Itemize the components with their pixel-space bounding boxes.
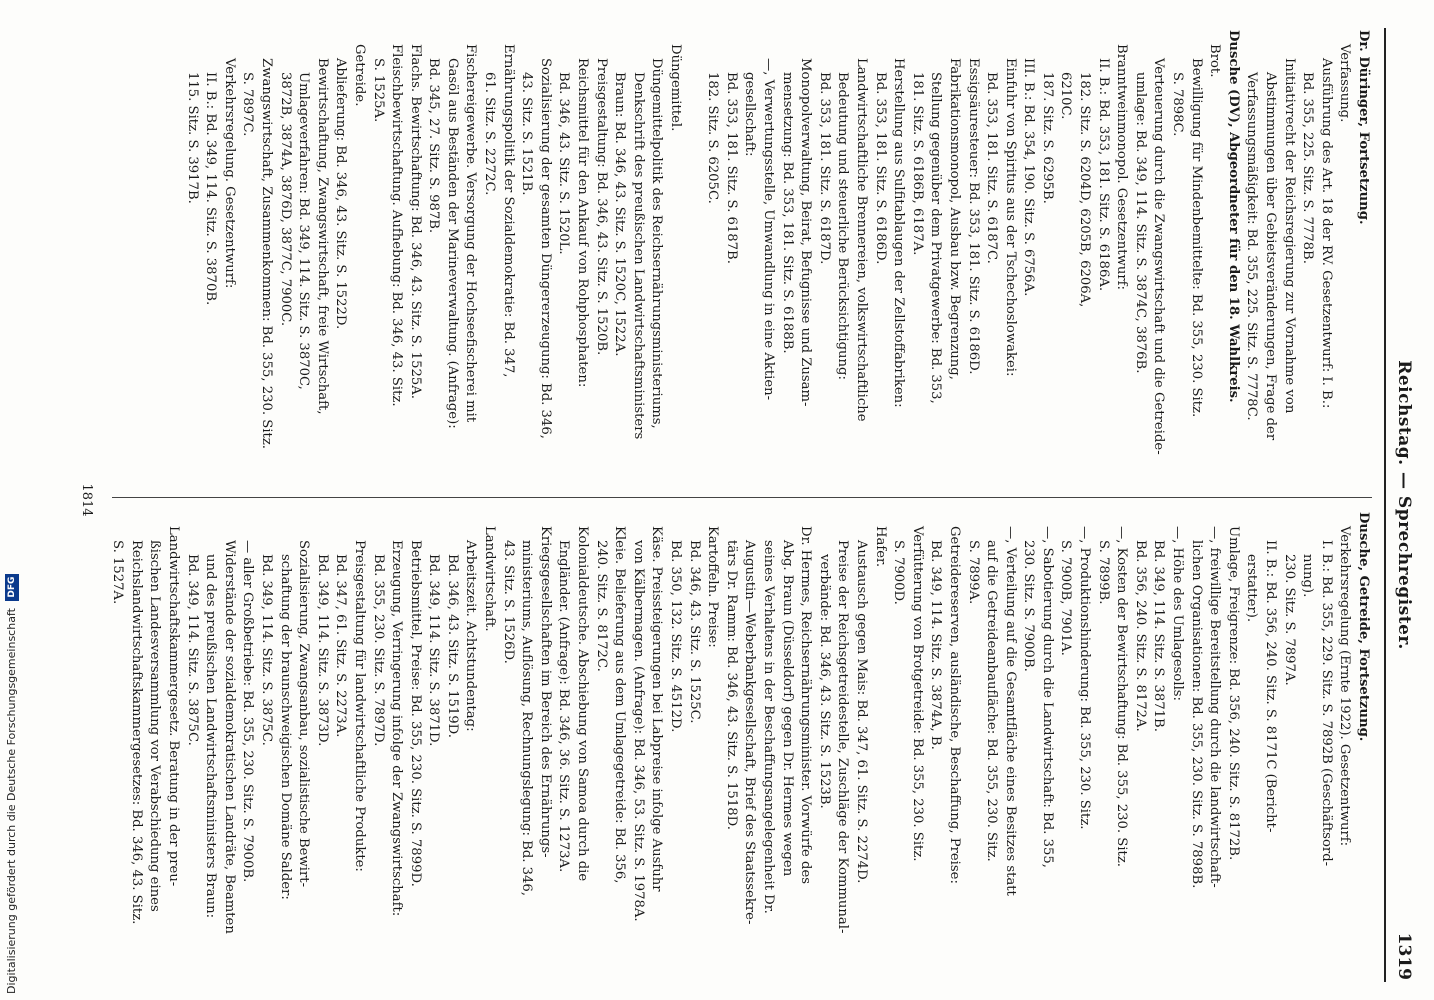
index-entry: Bd. 353, 181. Sitz. S. 6187D. (816, 72, 832, 265)
index-entry: Kolonialdeutsche. Abschiebung von Samoa durch die (575, 526, 591, 882)
index-entry: Bd. 356, 240. Sitz. S. 8172A. (1132, 540, 1148, 732)
index-entry: erstatter). (1244, 554, 1260, 623)
index-entry: Dr. Hermes, Reichsernährungsminister. Vorwürfe des (798, 526, 814, 885)
index-entry: Bd. 349, 114. Sitz. S. 3875C. (184, 554, 200, 746)
index-entry: 181. Sitz. S. 6186B, 6187A. (909, 72, 925, 256)
index-entry: Betriebsmittel, Preise: Bd. 355, 230. Sitz. S. 7899D. (407, 540, 423, 887)
index-entry: Denkschrift des preußischen Landwirtschaftsministers (630, 72, 646, 440)
index-entry: Landwirtschaftliche Brennereien, volkswirtschaftliche (853, 58, 869, 422)
index-entry: Reichslandwirtschaftskammergesetzes: Bd. 346, 43. Sitz. (128, 540, 144, 925)
index-entry: Umlage, Freigrenze: Bd. 356, 240. Sitz. S. 8172B. (1225, 526, 1241, 861)
index-entry: Bd. 349, 114. Sitz. S. 3871B. (1151, 540, 1167, 732)
index-entry: Dr. Düringer, Fortsetzung. (1356, 30, 1371, 225)
index-entry: lichen Organisationen: Bd. 355, 230. Sitz. S. 7898B. (1188, 540, 1204, 889)
index-entry: Flachs. Bewirtschaftung: Bd. 346, 43. Sitz. S. 1525A. (407, 44, 423, 399)
index-entry: von Kälbermagen. (Anfrage): Bd. 346, 53. Sitz. S. 1978A. (630, 540, 646, 922)
index-entry: S. 7897C. (240, 72, 256, 137)
index-entry: 182. Sitz. S. 6204D, 6205B, 6206A, (1077, 72, 1093, 308)
index-entry: S. 7899B. (1095, 540, 1111, 605)
index-entry: umlage: Bd. 349, 114. Sitz. S. 3874C, 3876B. (1132, 72, 1148, 374)
index-entry: Käse. Preissteigerungen bei Labpreise infolge Ausfuhr (649, 526, 665, 892)
index-entry: Abstimmungen über Gebietsveränderungen, Frage der (1263, 72, 1279, 441)
index-entry: Widerstände der sozialdemokratischen Landräte, Beamten (221, 540, 237, 934)
page-number: 1319 (1394, 932, 1414, 980)
index-entry: Einfuhr von Spiritus aus der Tschechoslowakei: (1002, 58, 1018, 377)
index-entry: — aller Großbetriebe: Bd. 355, 230. Sitz. S. 7900B. (240, 540, 256, 883)
index-entry: Landwirtschaftskammergesetz. Beratung in der preu- (166, 526, 181, 887)
index-entry: Kriegsgesellschaften im Bereich des Ernährungs- (537, 526, 553, 858)
index-entry: Dusche (DV), Abgeordneter für den 18. Wahlkreis. (1225, 30, 1241, 403)
index-entry: Preisgestaltung: Bd. 346, 43. Sitz. S. 1520B. (593, 58, 609, 356)
index-entry: Bewirtschaftung, Zwangswirtschaft, freie Wirtschaft, (314, 58, 330, 415)
index-entry: II. B.: Bd. 349, 114. Sitz. S. 3870B. (203, 72, 219, 306)
index-entry: 230. Sitz. S. 7897A. (1281, 554, 1297, 686)
right-column (108, 512, 1372, 967)
index-entry: seines Verhaltens in der Beschaffungsangelegenheit Dr. (761, 540, 776, 914)
index-entry: Verkehrsregelung (Ernte 1922). Gesetzentwurf: (1337, 526, 1353, 847)
index-entry: 115. Sitz. S. 3917B. (184, 72, 200, 204)
index-entry: 187. Sitz. S. 6295B. (1039, 72, 1055, 204)
index-entry: tärs Dr. Ramm: Bd. 346, 43. Sitz. S. 1518D. (723, 540, 739, 830)
index-entry: Bd. 350, 132. Sitz. S. 4512D. (668, 540, 684, 733)
index-entry: II. B.: Bd. 353, 181. Sitz. S. 6186A. (1095, 58, 1111, 292)
index-entry: Getreide. (351, 44, 367, 107)
index-entry: Initiativrecht der Reichsregierung zur Vornahme von (1281, 58, 1297, 414)
page-title: Reichstag. — Sprechregister. (1394, 360, 1414, 650)
index-entry: Sozialisierung der gesamten Düngererzeugung: Bd. 346, (537, 58, 553, 439)
index-entry: Zwangswirtschaft, Zusammenkommen: Bd. 355, 230. Sitz. (258, 58, 274, 449)
index-entry: —, Höhe des Umlagesolls: (1170, 526, 1186, 702)
index-entry: Verfassung. (1337, 44, 1353, 123)
index-entry: 3872B, 3874A, 3876D, 3877C, 7900C. (277, 72, 293, 327)
index-entry: Getreidereserven, ausländische, Beschaffung, Preise: (946, 526, 962, 884)
index-entry: Bd. 349, 114. Sitz. S. 3871D. (426, 554, 442, 747)
index-entry: Bedeutung und steuerliche Berücksichtigung: (835, 72, 851, 380)
index-entry: Fischereigewerbe. Versorgung der Hochseefischerei mit (463, 44, 479, 423)
index-entry: —, Sabotierung durch die Landwirtschaft: Bd. 355, (1039, 526, 1055, 868)
index-entry: Branntweinmonopol. Gesetzentwurf: (1114, 44, 1130, 290)
index-entry: Stellung gegenüber dem Privatgewerbe: Bd. 353, (928, 72, 944, 404)
index-entry: Essigsäuresteuer: Bd. 353, 181. Sitz. S. 6186D. (965, 58, 981, 375)
index-entry: mensetzung: Bd. 353, 181. Sitz. S. 6188B. (779, 72, 795, 354)
index-entry: Brot. (1207, 44, 1223, 78)
index-entry: Bd. 346, 43. Sitz. S. 1519D. (444, 554, 460, 738)
index-entry: —, Kosten der Bewirtschaftung: Bd. 355, 230. Sitz. (1114, 526, 1130, 867)
index-entry: Bd. 346, 43. Sitz. S. 1520L. (556, 72, 572, 255)
index-entry: II. B.: Bd. 356, 240. Sitz. S. 8171C (Bericht- (1263, 540, 1279, 833)
index-entry: Bd. 347, 61. Sitz. S. 2273A. (333, 554, 349, 738)
index-entry: Hafer. (872, 526, 888, 568)
index-entry: Dusche, Getreide, Fortsetzung. (1356, 512, 1371, 742)
credit-text: Digitalisierung gefördert durch die Deutsche Forschungsgemeinschaft (5, 608, 18, 994)
left-column (182, 30, 1372, 485)
index-entry: Düngemittel. (668, 44, 684, 132)
index-entry: Abg. Braun (Düsseldorf) gegen Dr. Hermes wegen (779, 540, 795, 877)
index-entry: S. 1527A. (110, 540, 126, 605)
index-entry: —, Verteilung auf die Gesamtfläche eines Besitzes statt (1002, 526, 1018, 896)
index-entry: Herstellung aus Sulfitablaugen der Zellstoffabriken: (891, 58, 907, 408)
index-entry: S. 7899A. (965, 540, 981, 605)
index-entry: Fabrikationsmonopol, Ausbau bzw. Begrenzung, (946, 58, 962, 380)
index-entry: Reichsmittel für den Ankauf von Rohphosphaten: (575, 58, 591, 388)
index-entry: Sozialisierung, Zwangsanbau, sozialistische Bewirt- (296, 540, 312, 888)
index-entry: 240. Sitz. S. 8172C. (593, 540, 609, 672)
index-entry: Verfassungsmäßigkeit: Bd. 355, 225. Sitz. S. 7778C. (1244, 72, 1260, 421)
index-entry: 230. Sitz. S. 7900B. (1021, 540, 1037, 672)
index-entry: Arbeitszeit. Achtstundentag: (463, 540, 479, 732)
index-entry: Bd. 353, 181. Sitz. S. 6186D. (872, 72, 888, 265)
index-entry: Verkehrsregelung. Gesetzentwurf: (221, 58, 237, 289)
index-entry: Engländer. (Anfrage): Bd. 346, 36. Sitz. S. 1273A. (556, 540, 572, 873)
index-entry: S. 7900D. (891, 540, 907, 605)
index-entry: Ausführung des Art. 18 der RV. Gesetzentwurf: I. B.: (1318, 58, 1334, 409)
index-entry: Austausch gegen Mais: Bd. 347, 61. Sitz. S. 2274D. (853, 540, 869, 884)
footer-page-label: 1814 (79, 483, 94, 517)
digitization-credit (0, 0, 24, 1000)
index-entry: Preisgestaltung für landwirtschaftliche Produkte: (351, 540, 367, 872)
index-entry: Umlageverfahren: Bd. 349, 114. Sitz. S. 3870C, (296, 72, 312, 390)
page-header (1384, 28, 1416, 982)
index-entry: Verfütterung von Brotgetreide: Bd. 355, 230. Sitz. (909, 526, 925, 862)
index-entry: Bd. 355, 230. Sitz. S. 7897D. (370, 554, 386, 747)
index-entry: gesellschaft: (742, 72, 758, 157)
index-entry: Bd. 346, 43. Sitz. S. 1525C. (686, 540, 702, 724)
index-entry: Bd. 353, 181. Sitz. S. 6187B. (723, 72, 739, 264)
index-entry: Kleie. Belieferung aus dem Umlagegetreide: Bd. 356, (612, 526, 628, 884)
index-entry: 182. Sitz. S. 6205C. (705, 72, 721, 204)
index-entry: Bd. 355, 225. Sitz. S. 7778B. (1300, 72, 1316, 264)
index-entry (684, 30, 703, 485)
index-entry: nung). (1300, 554, 1316, 598)
index-entry: Bd. 349, 114. Sitz. S. 3873D. (314, 554, 330, 747)
index-entry: S. 7900B, 7901A. (1058, 540, 1074, 656)
index-entry: ßischen Landesversammlung vor Verabschiedung eines (147, 540, 163, 912)
index-entry: Monopolverwaltung, Beirat, Befugnisse und Zusam- (798, 58, 814, 407)
index-entry: Düngemittelpolitik des Reichsernährungsministeriums, (649, 58, 665, 429)
index-entry: S. 1525A. (370, 58, 386, 123)
index-entry: Fleischbewirtschaftung. Aufhebung: Bd. 346, 43. Sitz. (389, 44, 405, 407)
index-entry: —, Verwertungsstelle, Umwandlung in eine Aktien- (761, 58, 776, 401)
index-entry: 61. Sitz. S. 2272C. (482, 72, 498, 196)
index-entry: schaftung der braunschweigischen Domäne Salder: (277, 554, 293, 900)
index-entry: Augustin—Weberbankgesellschaft, Brief des Staatssekre- (742, 540, 758, 925)
index-entry: Erzeugung, Verringerung infolge der Zwangswirtschaft: (389, 540, 405, 917)
index-entry: Bewilligung für Mindenbemittelte: Bd. 355, 230. Sitz. (1188, 58, 1204, 418)
index-entry: Bd. 349, 114. Sitz. S. 3874A, B. (928, 540, 944, 750)
index-entry: Braun: Bd. 346, 43. Sitz. S. 1520C, 1522A. (612, 72, 628, 357)
index-entry: Preise der Reichsgetreidestelle, Zuschläge der Kommunal- (835, 540, 851, 934)
index-entry: III. B.: Bd. 354, 190. Sitz. S. 6756A. (1021, 58, 1037, 297)
index-entry: —, freiwillige Bereitstellung durch die landwirtschaft- (1207, 526, 1223, 888)
index-entry: ministeriums, Auflösung, Rechnungslegung: Bd. 346, (519, 540, 535, 897)
index-entry: Landwirtschaft. (482, 526, 498, 632)
index-entry: 43. Sitz. S. 1521B. (519, 72, 535, 196)
column-divider (112, 497, 1372, 498)
index-entry: 43. Sitz. S. 1526D. (500, 540, 516, 664)
index-entry: verbände: Bd. 346, 43. Sitz. S. 1523B. (816, 554, 832, 809)
index-entry: 6210C. (1058, 72, 1074, 120)
index-entry: Bd. 345, 27. Sitz. S. 987B. (426, 58, 442, 234)
index-entry: S. 7898C. (1170, 72, 1186, 137)
index-entry: Kartoffeln. Preise: (705, 526, 721, 648)
index-entry: Bd. 349, 114. Sitz. S. 3875C. (258, 554, 274, 746)
index-entry: Verteuerung durch die Zwangswirtschaft und die Getreide- (1151, 58, 1167, 455)
index-entry: —, Produktionshinderung: Bd. 355, 230. Sitz. (1077, 526, 1093, 830)
index-entry: auf die Getreideanbaufläche: Bd. 355, 230. Sitz. (984, 540, 1000, 862)
index-entry: und des preußischen Landwirtschaftsministers Braun: (203, 554, 219, 919)
index-entry: I. B.: Bd. 355, 229. Sitz. S. 7892B (Geschäftsord- (1318, 540, 1334, 867)
index-entry: Bd. 353, 181. Sitz. S. 6187C. (984, 72, 1000, 264)
index-entry: Gasöl aus Beständen der Marineverwaltung. (Anfrage): (444, 58, 460, 429)
dfg-logo: DFG (5, 574, 19, 601)
index-entry: Ernährungspolitik der Sozialdemokratie: Bd. 347, (500, 44, 516, 378)
index-entry: Ablieferung: Bd. 346, 43. Sitz. S. 1522D. (333, 58, 349, 330)
